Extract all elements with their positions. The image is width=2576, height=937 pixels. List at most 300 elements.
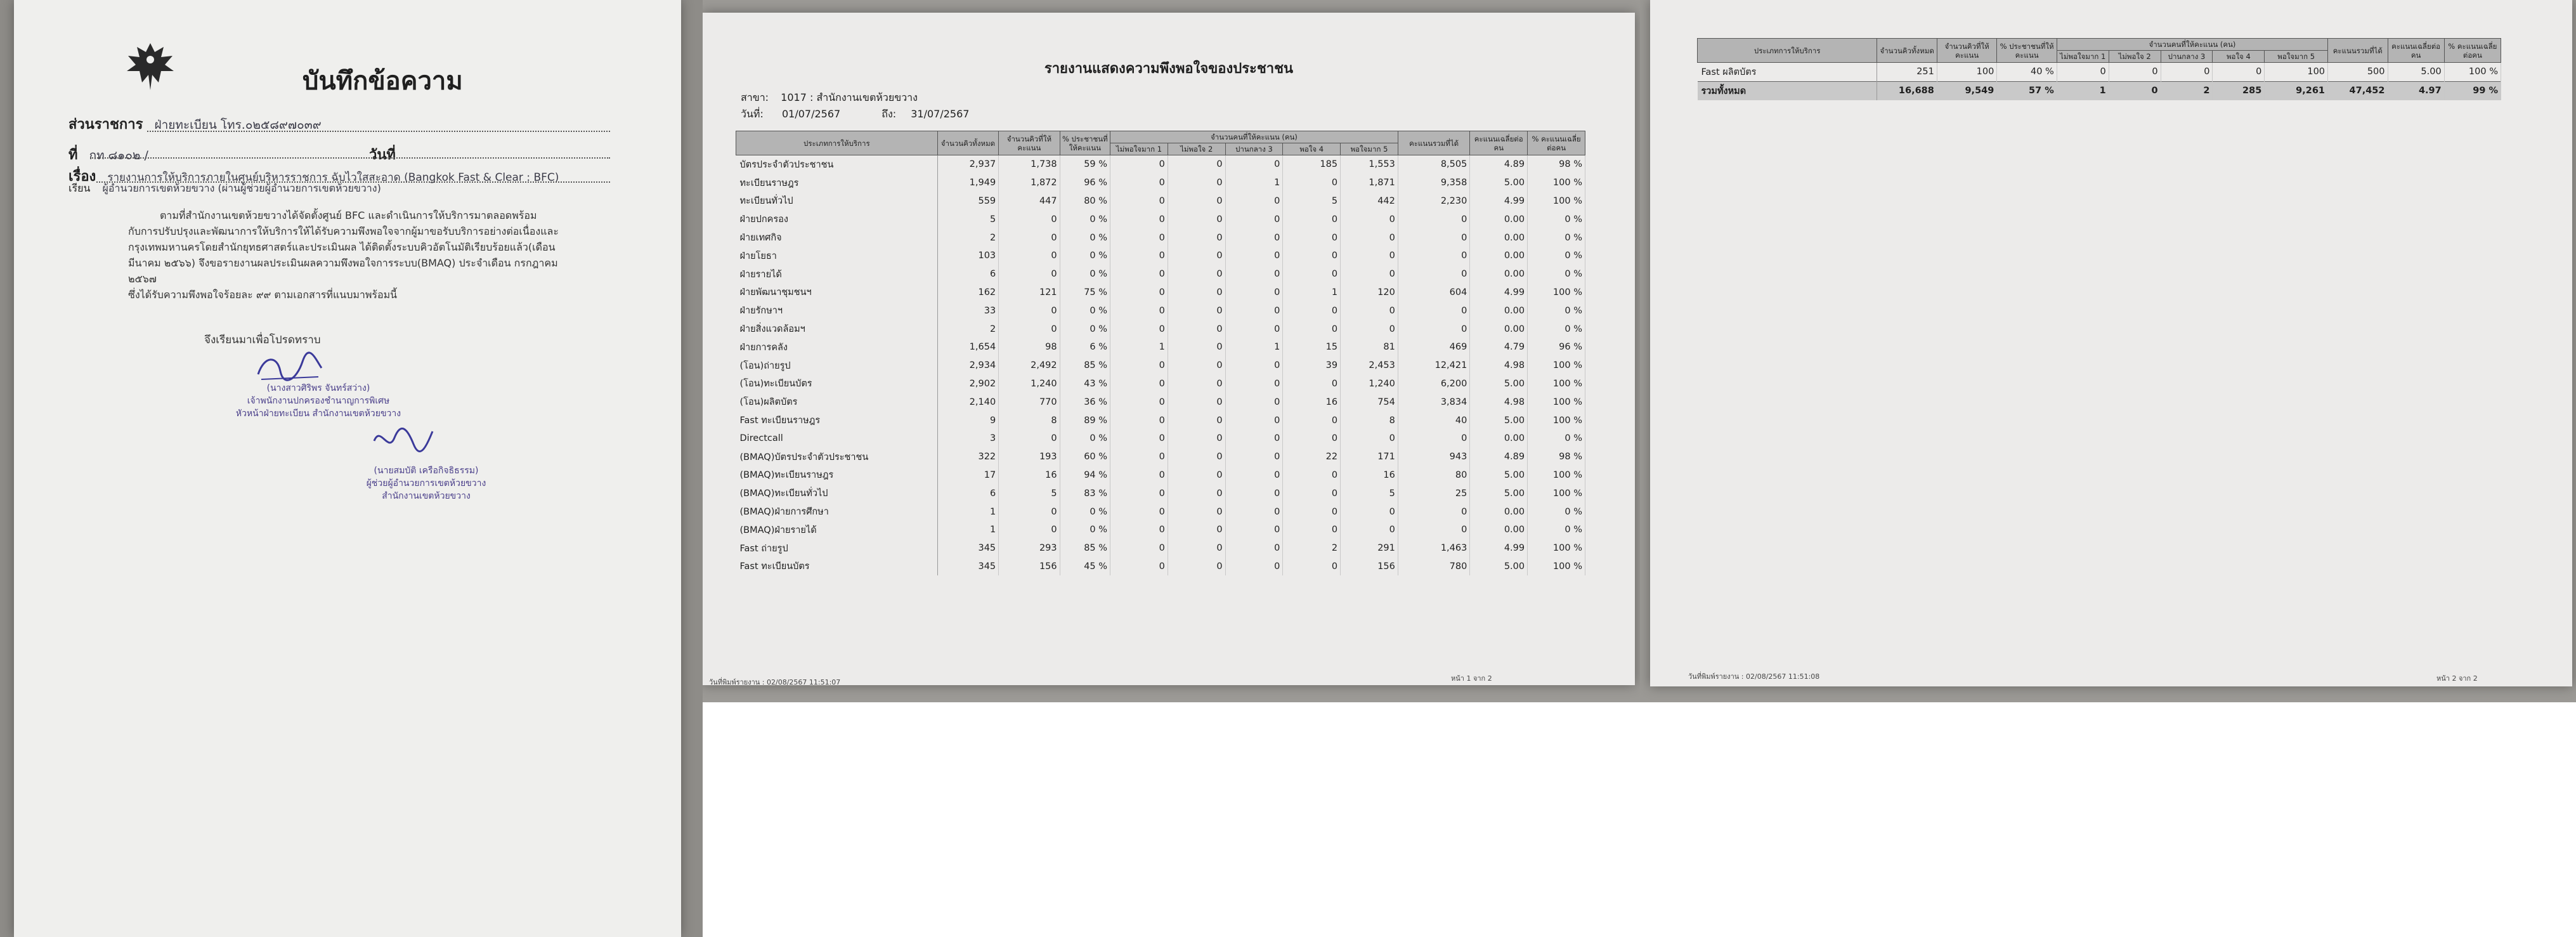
table-cell: 0 <box>1168 484 1225 502</box>
table-cell: 39 <box>1283 357 1341 375</box>
table-cell: 5 <box>999 484 1060 502</box>
table-cell: 780 <box>1398 558 1469 576</box>
table-cell: 5.00 <box>1470 466 1528 485</box>
table-cell: 0 % <box>1528 247 1585 265</box>
table-cell: 9,549 <box>1937 81 1996 100</box>
service-name-cell: Fast ทะเบียนบัตร <box>736 558 938 576</box>
service-name-cell: (BMAQ)ฝ่ายรายได้ <box>736 521 938 539</box>
table-cell: 0 <box>1341 265 1398 284</box>
table-cell: 2 <box>1283 539 1341 558</box>
table-cell: 0 % <box>1060 228 1110 247</box>
table-cell: 9,261 <box>2265 81 2328 100</box>
memo-photo <box>0 0 703 937</box>
table-cell: 0.00 <box>1470 210 1528 228</box>
table-cell: 100 % <box>1528 484 1585 502</box>
table-cell: 100 % <box>1528 411 1585 429</box>
table-cell: 5.00 <box>1470 558 1528 576</box>
memo-to-row <box>68 181 381 197</box>
total-row <box>1698 81 2501 100</box>
table-cell: 0 % <box>1528 265 1585 284</box>
table-cell: 0 <box>1341 228 1398 247</box>
table-cell: 0 <box>1168 357 1225 375</box>
service-name-cell: บัตรประจำตัวประชาชน <box>736 155 938 174</box>
table-cell: 1 <box>937 521 998 539</box>
table-cell: 0 <box>1283 265 1341 284</box>
table-cell: 0 <box>1110 247 1168 265</box>
table-cell: 0 <box>2213 63 2265 82</box>
table-row <box>736 320 1585 338</box>
report-title: รายงานแสดงความพึงพอใจของประชาชน <box>1044 61 1294 77</box>
table-cell: 96 % <box>1060 174 1110 192</box>
table-cell: 1 <box>1110 338 1168 357</box>
table-cell: 43 % <box>1060 375 1110 393</box>
table-cell: 0.00 <box>1470 320 1528 338</box>
th-pct-rated: % ประชาชนที่ให้คะแนน <box>1060 131 1110 155</box>
sig1-office: หัวหน้าฝ่ายทะเบียน สำนักงานเขตห้วยขวาง <box>235 409 401 419</box>
table-cell: 45 % <box>1060 558 1110 576</box>
table-cell: 1,553 <box>1341 155 1398 174</box>
service-name-cell: ฝ่ายโยธา <box>736 247 938 265</box>
table-cell: 0 <box>1168 192 1225 211</box>
to-label: เรียน <box>68 182 91 194</box>
table-cell: 100 % <box>1528 284 1585 302</box>
table-cell: 96 % <box>1528 338 1585 357</box>
table-cell: 100 % <box>1528 174 1585 192</box>
signature-2-block <box>293 464 559 502</box>
table-cell: 0 <box>1110 393 1168 411</box>
table-cell: 0 <box>1225 192 1283 211</box>
print-date-footer: วันที่พิมพ์รายงาน : 02/08/2567 11:51:08 <box>1688 672 1820 681</box>
memo-body <box>128 207 585 303</box>
service-name-cell: ฝ่ายรายได้ <box>736 265 938 284</box>
table-cell: 0 <box>1225 521 1283 539</box>
table-cell: 156 <box>999 558 1060 576</box>
table-cell: 85 % <box>1060 539 1110 558</box>
table-cell: 4.99 <box>1470 539 1528 558</box>
table-cell: 0 <box>1283 558 1341 576</box>
table-cell: 16 <box>1341 466 1398 485</box>
table-cell: 120 <box>1341 284 1398 302</box>
table-cell: 0 % <box>1060 265 1110 284</box>
date-to-label: ถึง: <box>881 108 897 120</box>
table-cell: 0.00 <box>1470 247 1528 265</box>
table-cell: 0 <box>2161 63 2213 82</box>
th-service: ประเภทการให้บริการ <box>1698 39 1877 63</box>
table-cell: 4.79 <box>1470 338 1528 357</box>
table-cell: 40 <box>1398 411 1469 429</box>
table-cell: 1,738 <box>999 155 1060 174</box>
table-cell: 2,902 <box>937 375 998 393</box>
table-cell: 0 <box>999 265 1060 284</box>
table-cell: 0 <box>1110 357 1168 375</box>
report-page2-photo <box>1640 0 2576 702</box>
table-cell: 1 <box>1225 338 1283 357</box>
table-cell: 1 <box>1283 284 1341 302</box>
sig1-name: (นางสาวศิริพร จันทร์สว่าง) <box>266 383 370 393</box>
table-cell: 9,358 <box>1398 174 1469 192</box>
table-header <box>1698 39 2501 63</box>
table-cell: 0 <box>999 429 1060 448</box>
page-number-footer: หน้า 2 จาก 2 <box>2436 674 2478 683</box>
table-cell: 100 % <box>1528 466 1585 485</box>
table-cell: 0.00 <box>1470 429 1528 448</box>
th-r3: ปานกลาง 3 <box>1225 143 1283 155</box>
table-cell: 0 <box>2109 81 2161 100</box>
table-cell: 1,949 <box>937 174 998 192</box>
table-cell: 0 <box>1110 320 1168 338</box>
table-cell: 12,421 <box>1398 357 1469 375</box>
sig2-office: สำนักงานเขตห้วยขวาง <box>382 491 471 501</box>
table-cell: 1,463 <box>1398 539 1469 558</box>
table-cell: 0 <box>1168 375 1225 393</box>
table-cell: 251 <box>1877 63 1937 82</box>
table-cell: 85 % <box>1060 357 1110 375</box>
table-cell: 0 % <box>1528 521 1585 539</box>
th-r2: ไม่พอใจ 2 <box>1168 143 1225 155</box>
table-cell: 0 <box>1225 155 1283 174</box>
report-table-page2 <box>1697 38 2501 100</box>
branch-label: สาขา: <box>741 91 769 103</box>
table-cell: 4.98 <box>1470 357 1528 375</box>
table-cell: 0 <box>1341 502 1398 521</box>
table-cell: 100 % <box>1528 375 1585 393</box>
date-to: 31/07/2567 <box>911 108 970 120</box>
table-cell: 0 <box>999 210 1060 228</box>
table-cell: 0 <box>1225 393 1283 411</box>
ref-label: ที่ <box>68 147 78 163</box>
table-cell: 0 % <box>1528 320 1585 338</box>
memo-closing: จึงเรียนมาเพื่อโปรดทราบ <box>204 334 321 346</box>
table-cell: 0 <box>1168 284 1225 302</box>
table-cell: 0 % <box>1528 502 1585 521</box>
table-cell: 6,200 <box>1398 375 1469 393</box>
table-cell: 0 <box>1168 210 1225 228</box>
service-name-cell: ฝ่ายปกครอง <box>736 210 938 228</box>
table-cell: 0 <box>1225 466 1283 485</box>
table-row <box>736 539 1585 558</box>
page-number-footer: หน้า 1 จาก 2 <box>1451 674 1492 683</box>
table-row <box>736 338 1585 357</box>
table-cell: 185 <box>1283 155 1341 174</box>
table-cell: 0 <box>1110 174 1168 192</box>
table-cell: 0 <box>1398 320 1469 338</box>
th-score-avg: คะแนนเฉลี่ยต่อคน <box>2388 39 2444 63</box>
table-cell: 1,240 <box>999 375 1060 393</box>
table-cell: 0 <box>1110 301 1168 320</box>
service-name-cell: Fast ทะเบียนราษฎร <box>736 411 938 429</box>
branch-value: 1017 : สำนักงานเขตห้วยขวาง <box>781 91 918 103</box>
table-cell: 0 <box>1110 265 1168 284</box>
body-line: กับการปรับปรุงและพัฒนาการให้บริการให้ได้รับความพึงพอใจจากผู้มาขอรับบริการอย่างต่อเนื่องและ <box>128 225 559 237</box>
table-cell: 0 <box>2057 63 2109 82</box>
table-cell: 0 <box>1168 466 1225 485</box>
table-cell: 4.98 <box>1470 393 1528 411</box>
table-cell: 469 <box>1398 338 1469 357</box>
table-cell: 0 % <box>1060 247 1110 265</box>
table-cell: 943 <box>1398 448 1469 466</box>
memo-sheet <box>14 0 681 937</box>
body-line: ตามที่สำนักงานเขตห้วยขวางได้จัดตั้งศูนย์ BFC และดำเนินการให้บริการมาตลอดพร้อม <box>160 209 537 221</box>
service-name-cell: (BMAQ)บัตรประจำตัวประชาชน <box>736 448 938 466</box>
table-cell: 1,871 <box>1341 174 1398 192</box>
table-cell: 98 % <box>1528 448 1585 466</box>
table-cell: 8 <box>1341 411 1398 429</box>
table-cell: 0.00 <box>1470 265 1528 284</box>
th-r4: พอใจ 4 <box>2213 51 2265 63</box>
table-cell: 0 <box>1168 558 1225 576</box>
table-cell: 0 <box>1398 429 1469 448</box>
table-row <box>736 393 1585 411</box>
subject-value: รายงานการให้บริการภายในศูนย์บริหารราชการ ฉับไวใสสะอาด (Bangkok Fast & Clear : BFC) <box>107 171 559 184</box>
table-cell: 0 <box>1110 411 1168 429</box>
table-cell: 0 <box>1225 558 1283 576</box>
table-cell: 0 <box>1168 393 1225 411</box>
table-cell: 47,452 <box>2328 81 2388 100</box>
table-cell: 0 <box>1168 320 1225 338</box>
table-cell: 0 <box>1168 301 1225 320</box>
table-cell: 0 % <box>1060 502 1110 521</box>
table-cell: 0 <box>1225 357 1283 375</box>
table-cell: 5 <box>1283 192 1341 211</box>
table-cell: 0 <box>1341 429 1398 448</box>
table-cell: 0 <box>1110 192 1168 211</box>
table-cell: 0 <box>1168 502 1225 521</box>
table-cell: 0 <box>1110 429 1168 448</box>
table-cell: 0 <box>1168 265 1225 284</box>
table-cell: 80 % <box>1060 192 1110 211</box>
table-cell: 162 <box>937 284 998 302</box>
table-cell: 94 % <box>1060 466 1110 485</box>
table-cell: 0 <box>999 247 1060 265</box>
table-cell: 291 <box>1341 539 1398 558</box>
table-cell: 0 <box>999 228 1060 247</box>
table-cell: 103 <box>937 247 998 265</box>
table-cell: 0 <box>1283 320 1341 338</box>
table-cell: 2,492 <box>999 357 1060 375</box>
subject-label: เรื่อง <box>68 169 96 185</box>
service-name-cell: (โอน)ทะเบียนบัตร <box>736 375 938 393</box>
table-cell: 604 <box>1398 284 1469 302</box>
to-value: ผู้อำนวยการเขตห้วยขวาง (ผ่านผู้ช่วยผู้อำนวยการเขตห้วยขวาง) <box>102 182 381 194</box>
table-cell: 0 <box>1225 320 1283 338</box>
table-cell: 293 <box>999 539 1060 558</box>
table-cell: 0 <box>1168 448 1225 466</box>
body-line: ซึ่งได้รับความพึงพอใจร้อยละ ๙๙ ตามเอกสารที่แนบมาพร้อมนี้ <box>128 289 398 301</box>
report-branch <box>741 90 918 106</box>
table-row <box>736 284 1585 302</box>
table-cell: 0 <box>1225 502 1283 521</box>
table-header <box>736 131 1585 155</box>
signature-1-block <box>185 382 452 420</box>
table-cell: 3,834 <box>1398 393 1469 411</box>
th-r3: ปานกลาง 3 <box>2161 51 2213 63</box>
table-row <box>736 192 1585 211</box>
table-cell: 322 <box>937 448 998 466</box>
table-cell: 0 % <box>1528 210 1585 228</box>
th-service: ประเภทการให้บริการ <box>736 131 938 155</box>
table-cell: 0 <box>1110 521 1168 539</box>
service-name-cell: (BMAQ)ฝ่ายการศึกษา <box>736 502 938 521</box>
table-cell: 0 <box>1283 466 1341 485</box>
table-cell: 0 <box>1283 375 1341 393</box>
table-cell: 0.00 <box>1470 502 1528 521</box>
table-cell: 0 <box>1225 210 1283 228</box>
table-cell: 16 <box>999 466 1060 485</box>
sig2-name: (นายสมบัติ เครือกิจธิธรรม) <box>374 466 479 476</box>
table-cell: 100 <box>2265 63 2328 82</box>
table-cell: 100 % <box>1528 192 1585 211</box>
table-cell: 1 <box>2057 81 2109 100</box>
table-cell: 171 <box>1341 448 1398 466</box>
service-name-cell: (BMAQ)ทะเบียนราษฎร <box>736 466 938 485</box>
table-cell: 0 <box>1283 228 1341 247</box>
table-cell: 0 <box>1225 448 1283 466</box>
print-date-footer: วันที่พิมพ์รายงาน : 02/08/2567 11:51:07 <box>709 678 841 686</box>
th-r1: ไม่พอใจมาก 1 <box>2057 51 2109 63</box>
th-r4: พอใจ 4 <box>1283 143 1341 155</box>
service-name-cell: ฝ่ายพัฒนาชุมชนฯ <box>736 284 938 302</box>
service-name-cell: ฝ่ายเทศกิจ <box>736 228 938 247</box>
table-cell: 0 <box>1168 429 1225 448</box>
table-cell: 17 <box>937 466 998 485</box>
table-cell: 6 <box>937 484 998 502</box>
body-line: มีนาคม ๒๕๖๖) จึงขอรายงานผลประเมินผลความพึงพอใจการระบบ(BMAQ) ประจำเดือน กรกฎาคม ๒๕๖๗ <box>128 257 558 285</box>
table-cell: 0 <box>1168 539 1225 558</box>
table-cell: 0 <box>1110 210 1168 228</box>
table-cell: 3 <box>937 429 998 448</box>
th-score-sum: คะแนนรวมที่ได้ <box>1398 131 1469 155</box>
table-cell: 0 <box>1283 429 1341 448</box>
table-cell: 0 <box>999 301 1060 320</box>
table-cell: 0 <box>1110 539 1168 558</box>
th-r2: ไม่พอใจ 2 <box>2109 51 2161 63</box>
table-cell: 193 <box>999 448 1060 466</box>
table-cell: 1 <box>937 502 998 521</box>
table-row <box>736 357 1585 375</box>
table-cell: 0 <box>1110 375 1168 393</box>
table-cell: 0 <box>1225 228 1283 247</box>
table-cell: 0 <box>1283 502 1341 521</box>
th-r1: ไม่พอใจมาก 1 <box>1110 143 1168 155</box>
table-cell: 89 % <box>1060 411 1110 429</box>
th-pct-avg: % คะแนนเฉลี่ยต่อคน <box>1528 131 1585 155</box>
report-page1-sheet <box>703 13 1635 685</box>
table-row <box>736 155 1585 174</box>
table-cell: 57 % <box>1997 81 2057 100</box>
table-row <box>736 448 1585 466</box>
dotted-line <box>147 131 610 132</box>
sig2-position: ผู้ช่วยผู้อำนวยการเขตห้วยขวาง <box>366 478 486 488</box>
table-cell: 6 % <box>1060 338 1110 357</box>
service-name-cell: ฝ่ายสิ่งแวดล้อมฯ <box>736 320 938 338</box>
table-cell: 0.00 <box>1470 301 1528 320</box>
table-cell: 75 % <box>1060 284 1110 302</box>
table-row <box>736 228 1585 247</box>
table-cell: 1 <box>1225 174 1283 192</box>
th-r5: พอใจมาก 5 <box>2265 51 2328 63</box>
th-rated: จำนวนคิวที่ให้คะแนน <box>1937 39 1996 63</box>
table-cell: 100 % <box>1528 539 1585 558</box>
table-cell: 2,937 <box>937 155 998 174</box>
table-cell: 0 <box>1225 375 1283 393</box>
table-cell: 1,240 <box>1341 375 1398 393</box>
table-cell: 5.00 <box>1470 411 1528 429</box>
table-cell: 0 <box>1398 265 1469 284</box>
table-cell: 0 <box>1398 210 1469 228</box>
table-cell: 447 <box>999 192 1060 211</box>
table-cell: 33 <box>937 301 998 320</box>
table-cell: 8 <box>999 411 1060 429</box>
table-cell: 0 <box>999 320 1060 338</box>
ref-value: กท ๘๑๐๒ / <box>89 148 148 162</box>
table-cell: 0 <box>1225 301 1283 320</box>
table-cell: 442 <box>1341 192 1398 211</box>
garuda-emblem-icon <box>122 38 179 95</box>
service-name-cell: (BMAQ)ทะเบียนทั่วไป <box>736 484 938 502</box>
table-body <box>736 155 1585 576</box>
table-cell: 9 <box>937 411 998 429</box>
signature-2 <box>369 422 439 460</box>
table-cell: 0 <box>999 502 1060 521</box>
table-row <box>736 247 1585 265</box>
memo-ref-row <box>68 143 148 166</box>
table-row <box>736 502 1585 521</box>
table-cell: 0 <box>1168 521 1225 539</box>
table-cell: 36 % <box>1060 393 1110 411</box>
report-table-page1 <box>736 131 1585 575</box>
th-rating-group: จำนวนคนที่ให้คะแนน (คน) <box>1110 131 1398 143</box>
table-cell: 16,688 <box>1877 81 1937 100</box>
table-cell: 0 <box>1341 301 1398 320</box>
table-row <box>736 210 1585 228</box>
table-cell: 4.89 <box>1470 448 1528 466</box>
service-name-cell: ฝ่ายการคลัง <box>736 338 938 357</box>
table-cell: 285 <box>2213 81 2265 100</box>
table-cell: 345 <box>937 558 998 576</box>
table-cell: 0 <box>1110 284 1168 302</box>
table-row <box>1698 63 2501 82</box>
memo-date-row <box>369 143 403 166</box>
report-page2-sheet <box>1650 0 2572 686</box>
table-cell: 770 <box>999 393 1060 411</box>
service-name-cell: (โอน)ถ่ายรูป <box>736 357 938 375</box>
table-cell: 0 <box>1110 466 1168 485</box>
table-cell: 0 <box>1168 411 1225 429</box>
table-cell: 5.00 <box>1470 375 1528 393</box>
table-cell: 0 <box>1398 521 1469 539</box>
table-cell: 98 <box>999 338 1060 357</box>
table-cell: 0 % <box>1060 301 1110 320</box>
table-cell: 40 % <box>1997 63 2057 82</box>
table-row <box>736 484 1585 502</box>
table-cell: 99 % <box>2444 81 2501 100</box>
table-cell: 5.00 <box>1470 484 1528 502</box>
table-cell: 0 <box>1283 247 1341 265</box>
table-cell: 0 % <box>1528 301 1585 320</box>
table-row <box>736 301 1585 320</box>
report-page1-photo <box>703 0 1640 702</box>
table-cell: 0 % <box>1060 429 1110 448</box>
table-cell: 5.00 <box>2388 63 2444 82</box>
body-line: กรุงเทพมหานครโดยสำนักยุทธศาสตร์และประเมินผล ได้ติดตั้งระบบคิวอัตโนมัติเรียบร้อยแล้ว(เดือน <box>128 241 556 253</box>
service-name-cell: Fast ถ่ายรูป <box>736 539 938 558</box>
service-name-cell: ทะเบียนทั่วไป <box>736 192 938 211</box>
table-cell: 2,934 <box>937 357 998 375</box>
table-row <box>736 174 1585 192</box>
table-cell: 0 <box>1283 411 1341 429</box>
table-cell: 0 % <box>1060 320 1110 338</box>
table-cell: 0 <box>1225 284 1283 302</box>
